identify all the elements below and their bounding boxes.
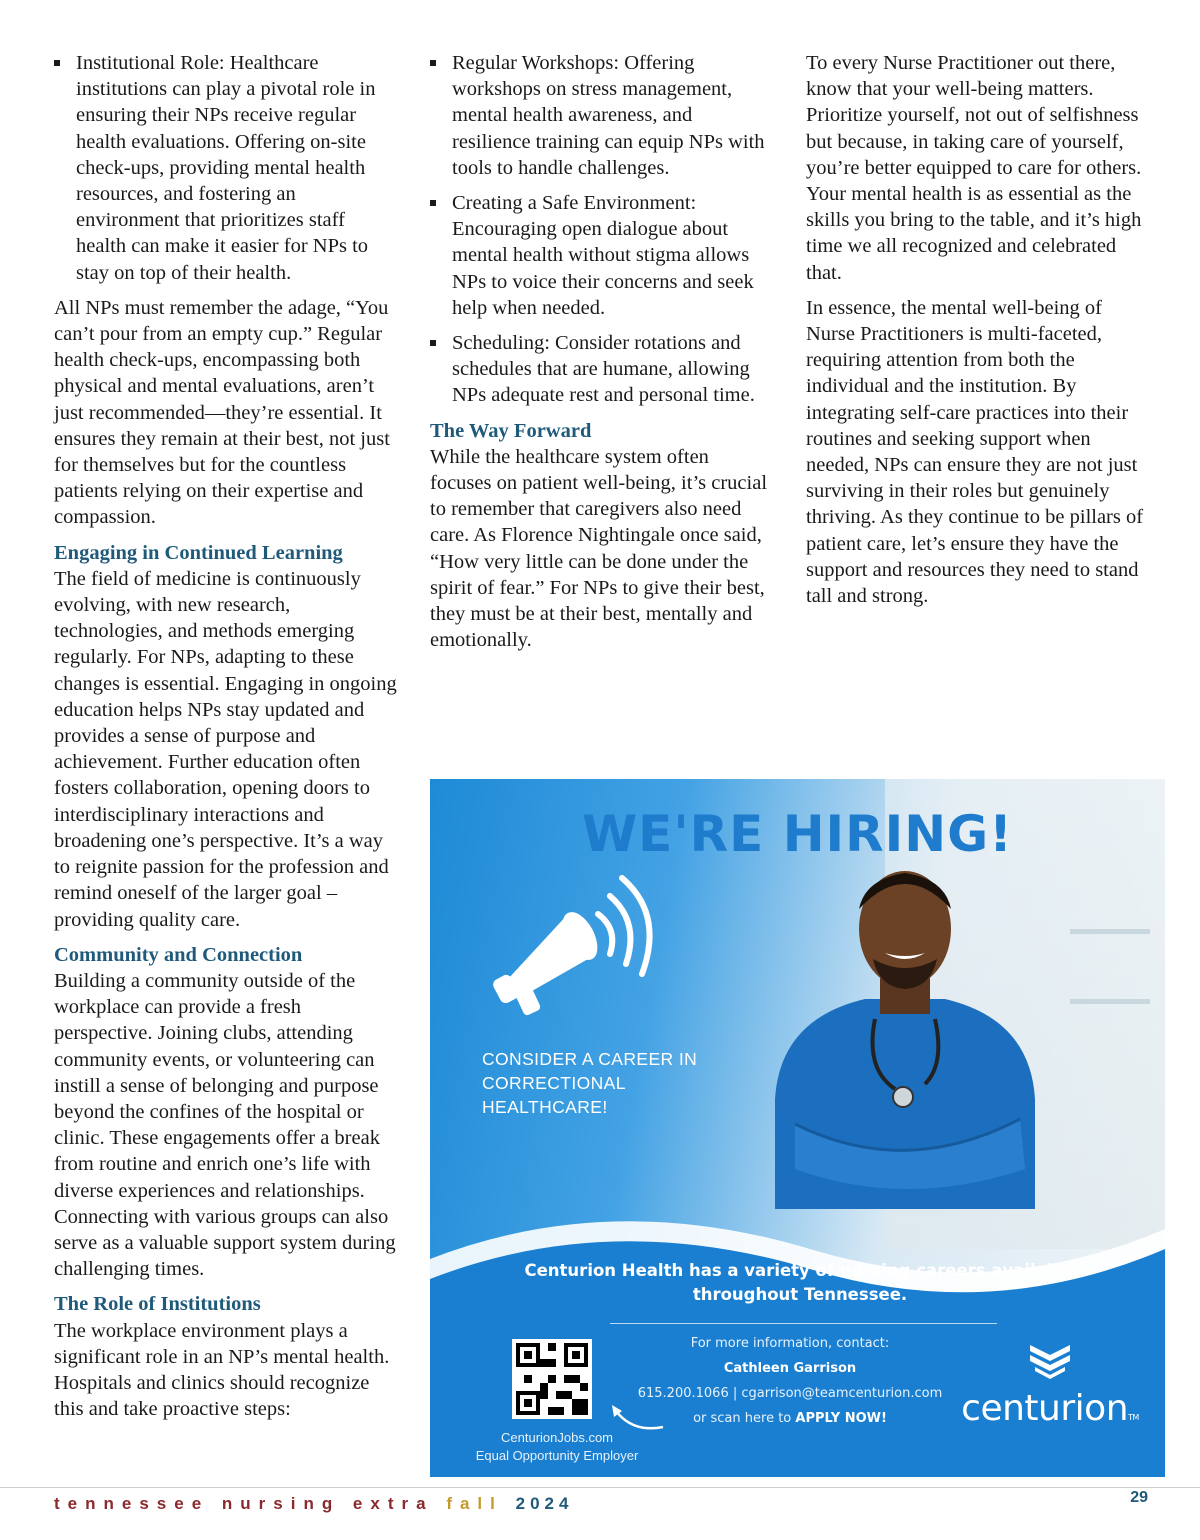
contact-name: Cathleen Garrison xyxy=(723,1361,857,1376)
paragraph-way-forward: While the healthcare system often focuses on patient well-being, it’s crucial to remember that caregivers also need care. As Florence Nightingale once said, “How very little can be done under the spirit of fear.” For NPs to give their best, they must be at their best, mentally and emotionally. xyxy=(430,445,768,652)
heading-community-connection: Community and Connection xyxy=(54,943,303,966)
centurion-logo xyxy=(960,1339,1140,1429)
publication-year: 2024 xyxy=(515,1494,574,1513)
publication-name: tennessee nursing extra xyxy=(54,1494,434,1513)
background-shelf xyxy=(1070,999,1150,1004)
qr-code[interactable] xyxy=(512,1339,592,1419)
contact-block xyxy=(620,1331,960,1431)
article-column-1 xyxy=(54,50,398,1431)
footer-publication xyxy=(54,1494,573,1514)
megaphone-icon xyxy=(488,874,688,1034)
contact-intro: For more information, contact: xyxy=(690,1336,890,1351)
paragraph-in-essence: In essence, the mental well-being of Nurse Practitioners is multi-faceted, requiring attention from both the individual and the institution. By integrating self-care practices into their routines and seeking support when needed, NPs can ensure they are not just surviving in their roles but genuinely thriving. As they continue to be pillars of patient care, let’s ensure they have the support and resources they need to stand tall and strong. xyxy=(806,296,1144,608)
article-column-3 xyxy=(806,50,1150,618)
page-number: 29 xyxy=(1130,1489,1148,1506)
article-column-2 xyxy=(430,50,774,662)
centurion-wordmark: centurionTM xyxy=(961,1388,1139,1429)
apply-now-text[interactable]: APPLY NOW! xyxy=(795,1411,887,1426)
paragraph-role-of-institutions: The workplace environment plays a significant role in an NP’s mental health. Hospitals and clinics should recognize this and take proactive steps: xyxy=(54,1319,390,1421)
paragraph-community-connection: Building a community outside of the workplace can provide a fresh perspective. Joining clubs, attending community events, or volunteering can instill a sense of belonging and purpose beyond the confines of the hospital or clinic. These engagements offer a break from routine and enrich one’s life with diverse experiences and relationships. Connecting with various groups can also serve as a valuable support system during challenging times. xyxy=(54,969,396,1281)
contact-phone-email[interactable]: 615.200.1066 | cgarrison@teamcenturion.com xyxy=(637,1386,943,1401)
background-shelf xyxy=(1070,929,1150,934)
scan-apply-line xyxy=(620,1406,960,1431)
bullet-scheduling: Scheduling: Consider rotations and schedules that are humane, allowing NPs adequate rest and personal time. xyxy=(430,330,774,409)
ad-divider xyxy=(610,1323,997,1324)
heading-role-of-institutions: The Role of Institutions xyxy=(54,1293,261,1316)
nurse-photo xyxy=(755,849,1055,1209)
bullet-square-icon xyxy=(54,60,60,66)
paragraph-every-np: To every Nurse Practitioner out there, know that your well-being matters. Prioritize yourself, not out of selfishness but because, in taking care of yourself, you’re better equipped to care for others. Your mental health is as essential as the skills you bring to the table, and it’s high time we all recognized and celebrated that. xyxy=(806,52,1142,284)
ad-headline: WE'RE HIRING! xyxy=(582,805,1013,863)
publication-season: fall xyxy=(446,1494,503,1513)
bullet-regular-workshops: Regular Workshops: Offering workshops on stress management, mental health awareness, and resilience training can equip NPs with tools to handle challenges. xyxy=(430,50,774,181)
bullet-institutional-role: Institutional Role: Healthcare institutions can play a pivotal role in ensuring their NPs receive regular health evaluations. Offering on-site check-ups, providing mental health resources, and fostering an environment that prioritizes staff health can make it easier for NPs to stay on top of their health. xyxy=(54,50,398,286)
qr-code-icon xyxy=(516,1343,588,1415)
bullet-safe-environment: Creating a Safe Environment: Encouraging open dialogue about mental health without stigma allows NPs to voice their concerns and seek help when needed. xyxy=(430,190,774,321)
hiring-advertisement[interactable] xyxy=(430,779,1165,1477)
equal-opportunity-text: Equal Opportunity Employer xyxy=(475,1448,639,1463)
footer-rule xyxy=(0,1487,1200,1488)
heading-continued-learning: Engaging in Continued Learning xyxy=(54,541,343,564)
paragraph-adage: All NPs must remember the adage, “You can’t pour from an empty cup.” Regular health check-ups, encompassing both physical and mental evaluations, aren’t just recommended—they’re essential. It ensures they remain at their best, not just for themselves but for the countless patients relying on their expertise and compassion. xyxy=(54,296,390,529)
bullet-square-icon xyxy=(430,340,436,346)
ad-footer-caption xyxy=(462,1429,652,1465)
website-link[interactable]: CenturionJobs.com xyxy=(501,1430,613,1445)
bullet-square-icon xyxy=(430,200,436,206)
bullet-square-icon xyxy=(430,60,436,66)
heading-way-forward: The Way Forward xyxy=(430,419,592,442)
paragraph-continued-learning: The field of medicine is continuously evolving, with new research, technologies, and methods emerging regularly. For NPs, adapting to these changes is essential. Engaging in ongoing education helps NPs stay updated and provides a sense of purpose and achievement. Further education often fosters collaboration, opening doors to interdisciplinary interactions and broadening one’s perspective. It’s a way to reignite passion for the profession and remind oneself of the larger goal – providing quality care. xyxy=(54,567,397,931)
ad-tagline: Centurion Health has a variety of nursing careers available throughout Tennessee. xyxy=(524,1261,1076,1304)
centurion-shield-icon xyxy=(1027,1339,1073,1379)
scan-text: or scan here to xyxy=(693,1411,792,1426)
ad-career-callout: CONSIDER A CAREER IN CORRECTIONAL HEALTHCARE! xyxy=(482,1049,698,1117)
